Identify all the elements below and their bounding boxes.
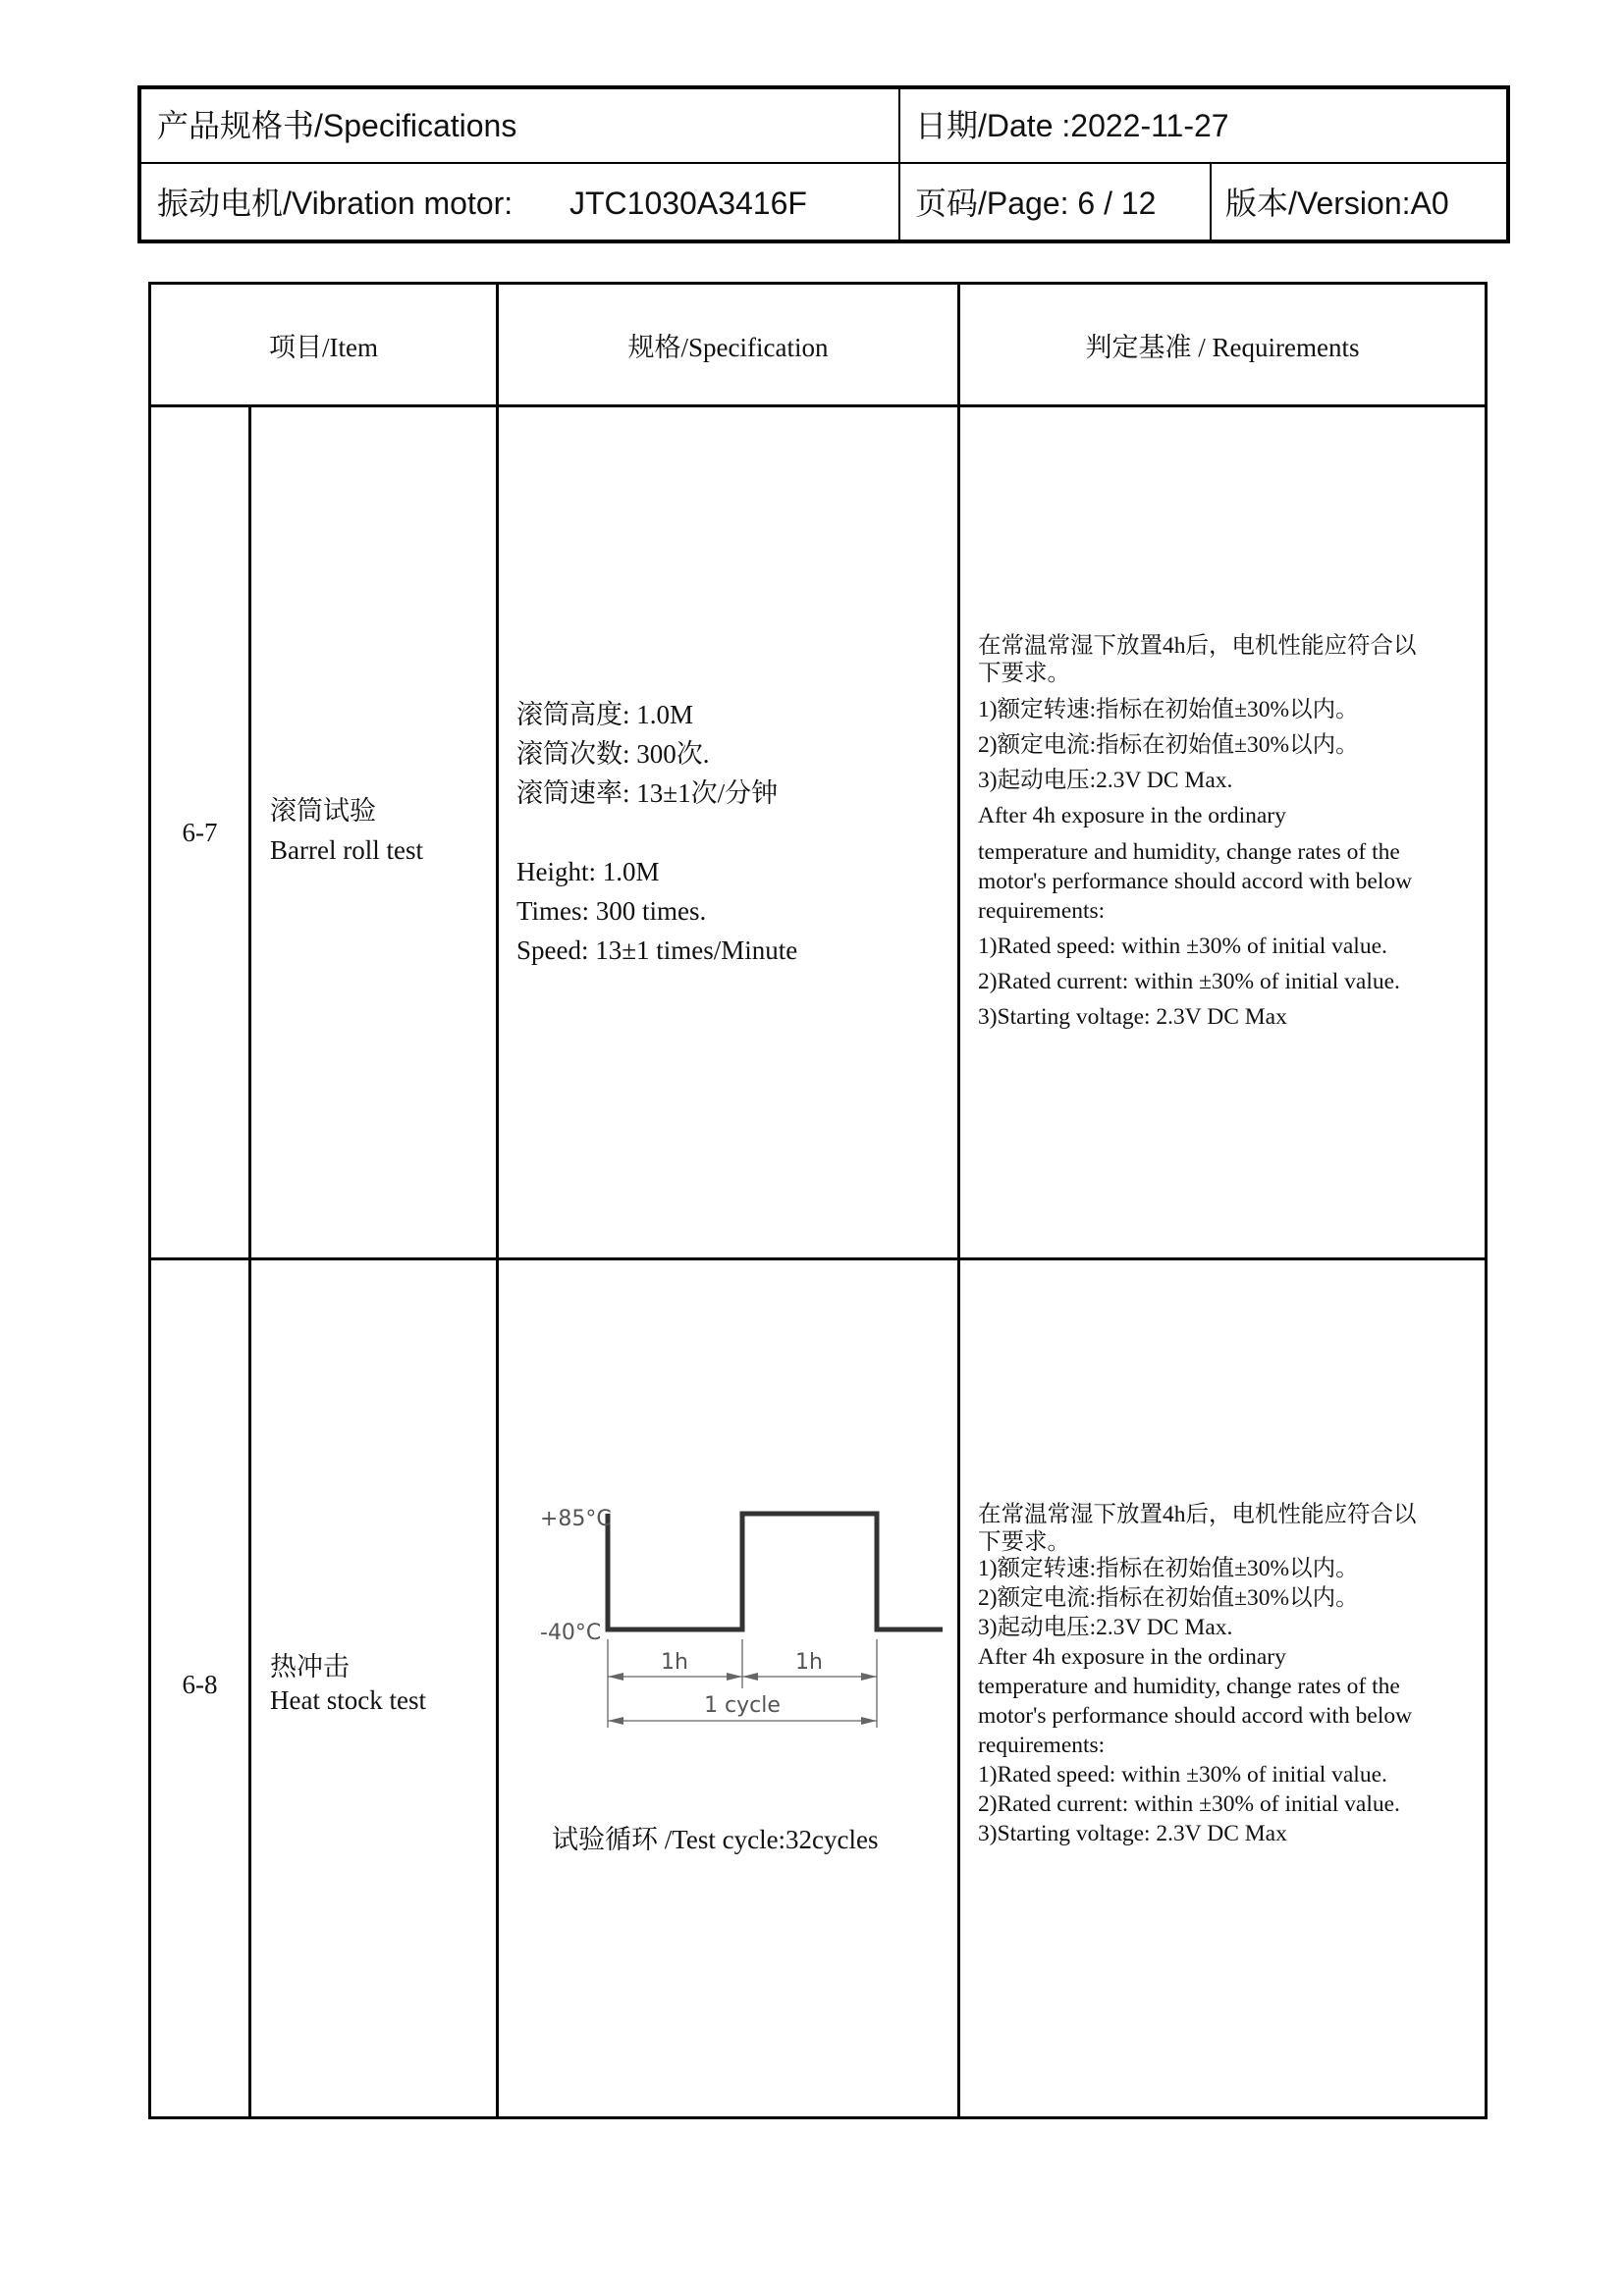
req-line: 2)Rated current: within ±30% of initial value. bbox=[978, 1791, 1400, 1817]
req-line: 1)额定转速:指标在初始值±30%以内。 bbox=[978, 697, 1359, 722]
col-header-item: 项目/Item bbox=[269, 333, 378, 362]
spec-header bbox=[137, 85, 1510, 243]
spec-line: 滚筒次数: 300次. bbox=[516, 739, 710, 769]
req-line: 1)Rated speed: within ±30% of initial value. bbox=[978, 934, 1387, 959]
arrow-head bbox=[608, 1717, 623, 1725]
req-line: After 4h exposure in the ordinary bbox=[978, 1644, 1286, 1670]
item-name-en: Barrel roll test bbox=[270, 835, 423, 865]
item-name-en: Heat stock test bbox=[270, 1685, 426, 1715]
arrow-head bbox=[861, 1717, 877, 1725]
arrow-head bbox=[727, 1673, 742, 1681]
req-line: temperature and humidity, change rates of the bbox=[978, 839, 1400, 865]
col-header-req: 判定基准 / Requirements bbox=[1085, 333, 1360, 362]
req-line: 3)起动电压:2.3V DC Max. bbox=[978, 1615, 1233, 1640]
header-divider-v1 bbox=[898, 89, 900, 240]
req-col-line bbox=[957, 285, 960, 2116]
temperature-waveform bbox=[608, 1514, 943, 1629]
item-name-cn: 滚筒试验 bbox=[270, 796, 376, 826]
row-no: 6-7 bbox=[182, 818, 218, 847]
arrow-head bbox=[742, 1673, 758, 1681]
spec-line: 滚筒速率: 13±1次/分钟 bbox=[516, 778, 779, 808]
temp-high-label: +85°C bbox=[540, 1507, 612, 1531]
req-line: 2)Rated current: within ±30% of initial value. bbox=[978, 969, 1400, 994]
header-divider-h bbox=[141, 162, 1506, 164]
header-divider-v2 bbox=[1210, 164, 1212, 240]
req-line: 1)Rated speed: within ±30% of initial value. bbox=[978, 1762, 1387, 1788]
req-line: 3)起动电压:2.3V DC Max. bbox=[978, 768, 1233, 793]
phase2-label: 1h bbox=[795, 1650, 823, 1675]
req-line: requirements: bbox=[978, 1733, 1106, 1758]
doc-date: 日期/Date :2022-11-27 bbox=[915, 108, 1229, 143]
test-table bbox=[148, 282, 1488, 2119]
req-line: After 4h exposure in the ordinary bbox=[978, 803, 1286, 828]
req-line: requirements: bbox=[978, 898, 1106, 924]
req-line: motor's performance should accord with below bbox=[978, 1703, 1413, 1729]
row-no: 6-8 bbox=[182, 1670, 218, 1699]
req-line: 下要求。 bbox=[978, 1529, 1070, 1555]
spec-line: 滚筒高度: 1.0M bbox=[516, 700, 694, 729]
req-line: 在常温常湿下放置4h后，电机性能应符合以 bbox=[978, 1502, 1417, 1527]
req-line: 下要求。 bbox=[978, 661, 1070, 686]
req-line: 3)Starting voltage: 2.3V DC Max bbox=[978, 1004, 1287, 1030]
thermal-cycle-diagram bbox=[534, 1492, 947, 1777]
test-cycle-caption: 试验循环 /Test cycle:32cycles bbox=[552, 1825, 879, 1854]
no-col-line bbox=[248, 404, 251, 2116]
arrow-head bbox=[608, 1673, 623, 1681]
req-line: 3)Starting voltage: 2.3V DC Max bbox=[978, 1821, 1287, 1846]
header-row-line bbox=[151, 404, 1485, 407]
spec-line: Speed: 13±1 times/Minute bbox=[516, 935, 798, 965]
req-line: motor's performance should accord with below bbox=[978, 869, 1413, 894]
page-number: 页码/Page: 6 / 12 bbox=[915, 186, 1157, 221]
req-line: 1)额定转速:指标在初始值±30%以内。 bbox=[978, 1556, 1359, 1581]
req-line: 2)额定电流:指标在初始值±30%以内。 bbox=[978, 1585, 1359, 1611]
temp-low-label: -40°C bbox=[540, 1621, 602, 1645]
spec-line: Height: 1.0M bbox=[516, 857, 660, 886]
item-name-cn: 热冲击 bbox=[270, 1652, 350, 1682]
req-line: 2)额定电流:指标在初始值±30%以内。 bbox=[978, 732, 1359, 758]
part-number: JTC1030A3416F bbox=[569, 186, 807, 221]
cycle-label: 1 cycle bbox=[704, 1693, 781, 1718]
row-divider-line bbox=[151, 1257, 1485, 1260]
arrow-head bbox=[861, 1673, 877, 1681]
doc-version: 版本/Version:A0 bbox=[1225, 186, 1449, 221]
spec-col-line bbox=[496, 285, 499, 2116]
product-label: 振动电机/Vibration motor: bbox=[157, 186, 514, 221]
req-line: 在常温常湿下放置4h后，电机性能应符合以 bbox=[978, 633, 1417, 659]
doc-title: 产品规格书/Specifications bbox=[157, 108, 517, 143]
spec-line: Times: 300 times. bbox=[516, 896, 707, 926]
req-line: temperature and humidity, change rates of the bbox=[978, 1674, 1400, 1699]
col-header-spec: 规格/Specification bbox=[627, 333, 829, 362]
phase1-label: 1h bbox=[661, 1650, 688, 1675]
